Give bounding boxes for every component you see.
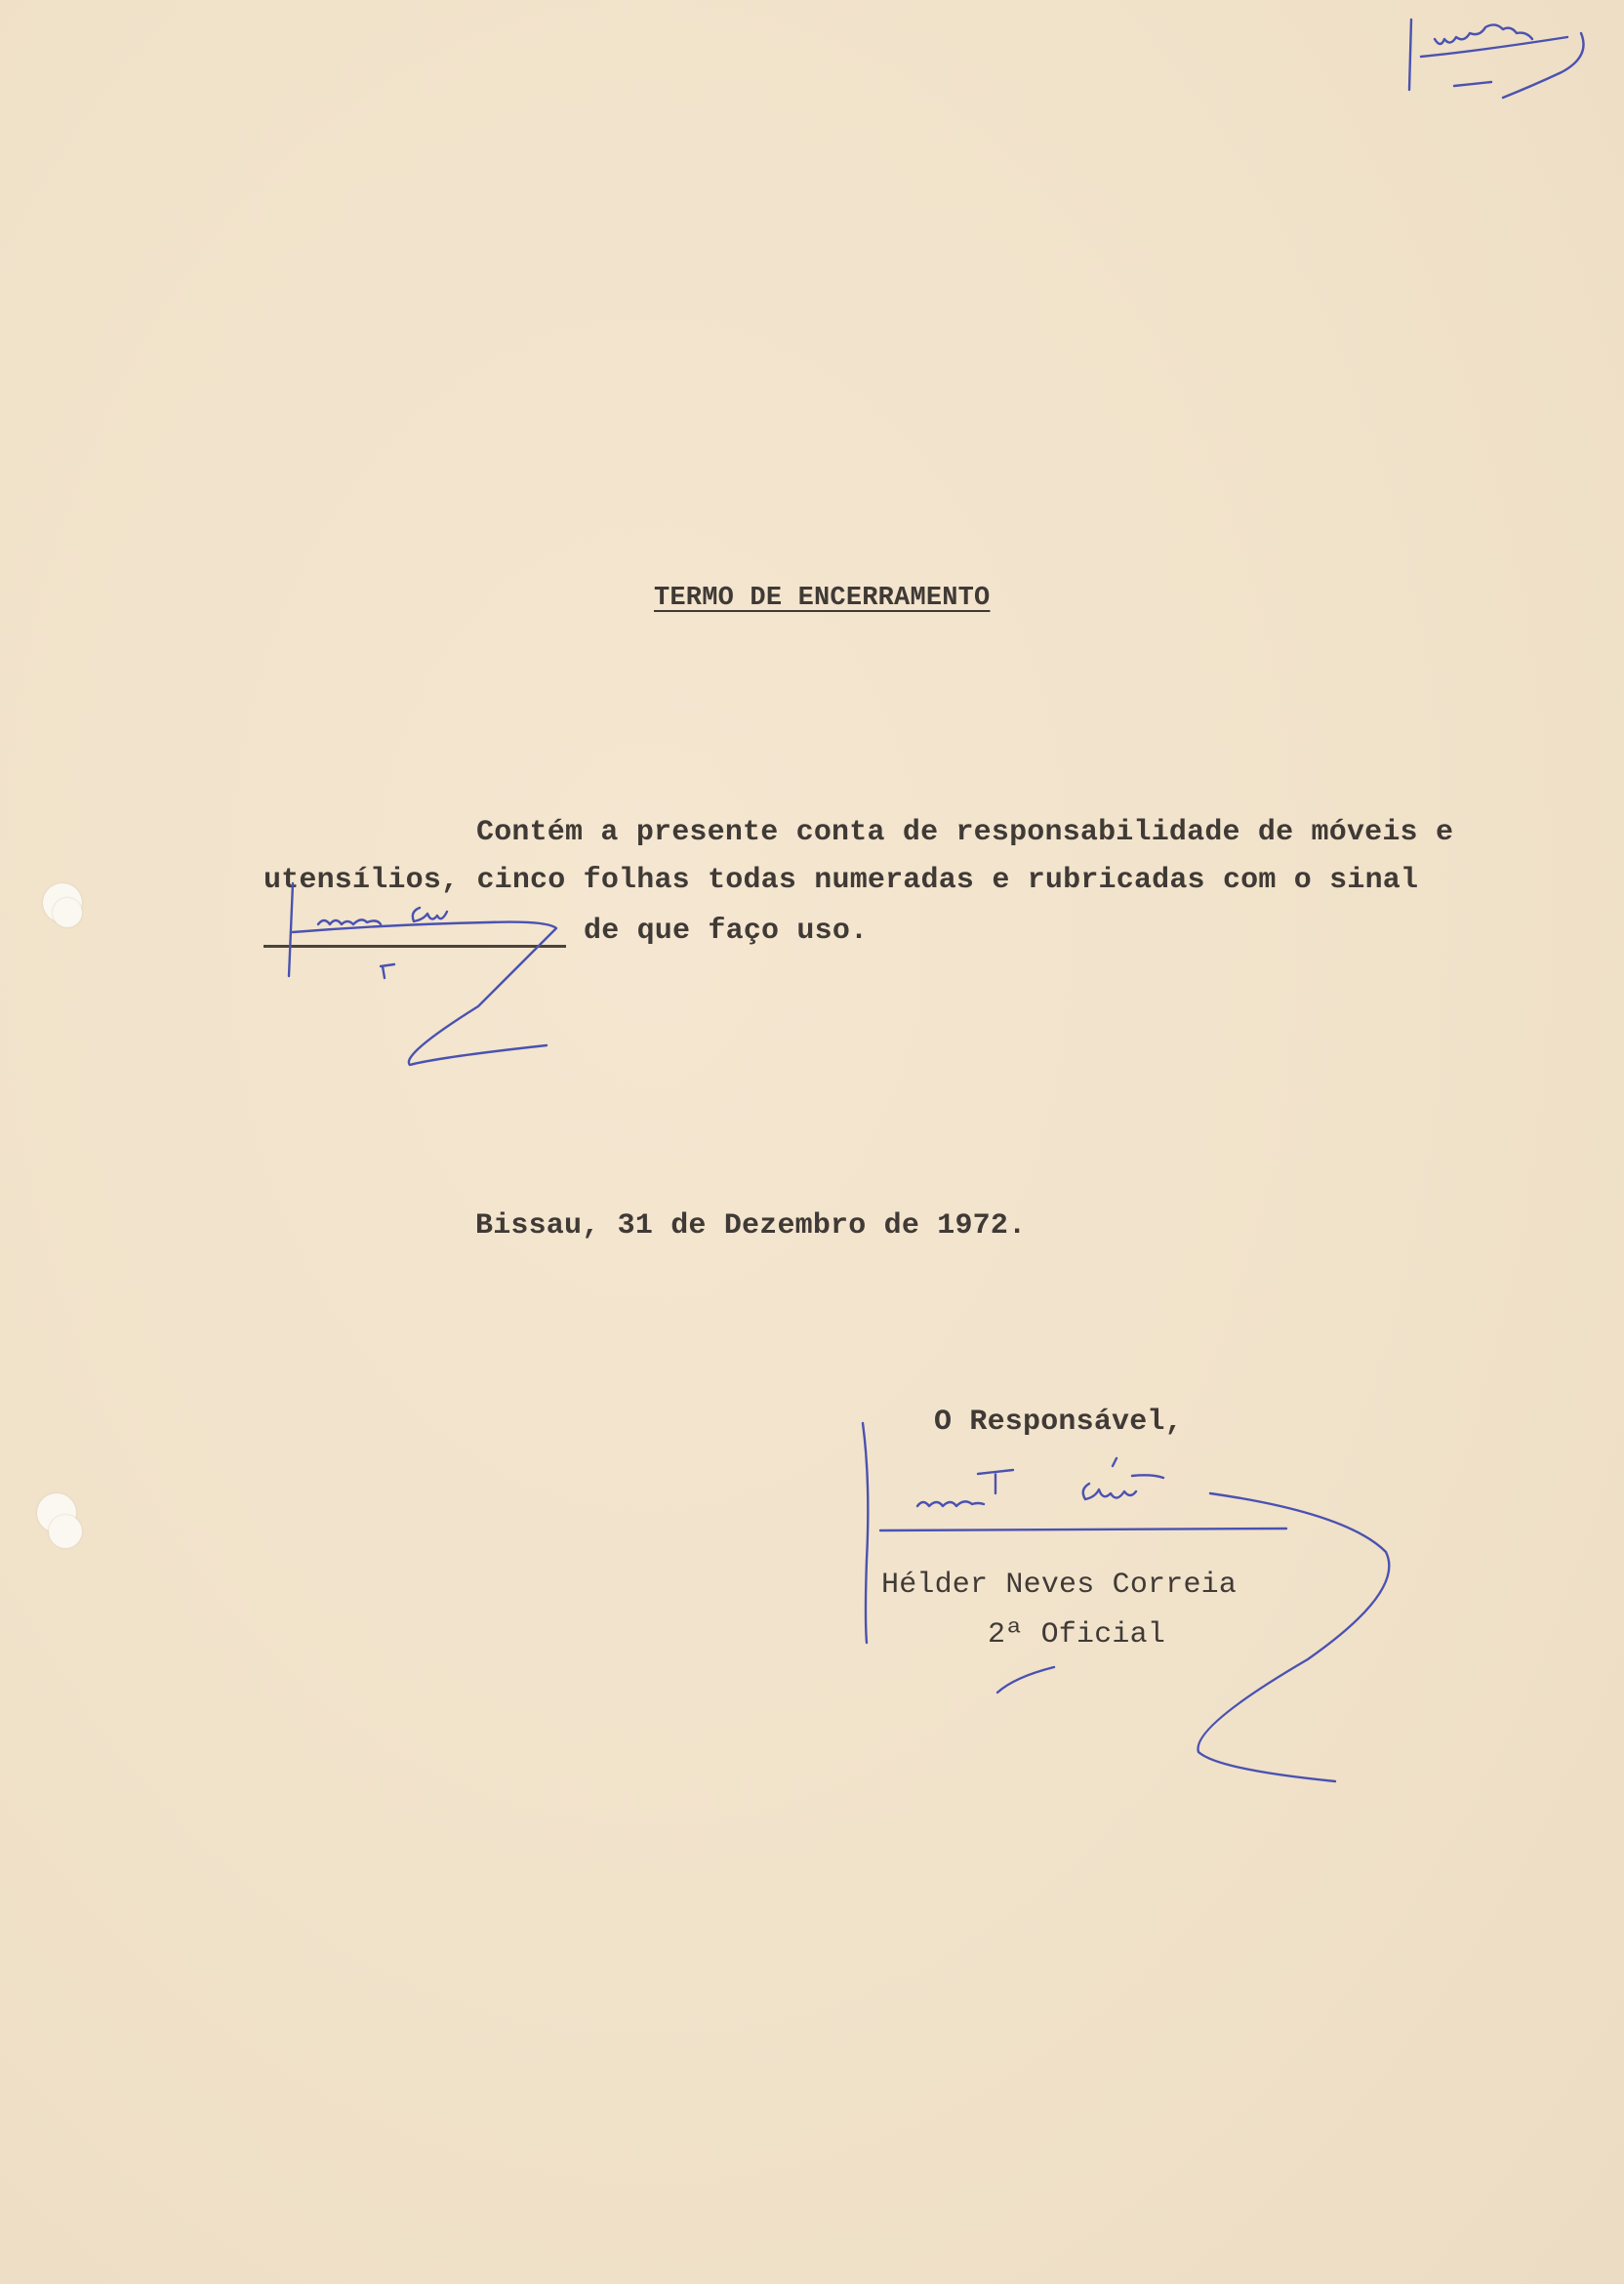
body-line-3: de que faço uso. <box>584 915 869 948</box>
signature-margin <box>289 883 556 1065</box>
signatory-role: 2ª Oficial <box>988 1618 1166 1652</box>
struck-word: cinco <box>476 864 566 897</box>
body-line-2-start: utensílios, <box>264 864 477 897</box>
document-title: TERMO DE ENCERRAMENTO <box>654 584 991 613</box>
closing: O Responsável, <box>934 1406 1183 1439</box>
signature-main <box>863 1423 1389 1781</box>
body-line-1: Contém a presente conta de responsabilidade de móveis e <box>476 816 1454 849</box>
signatory-name: Hélder Neves Correia <box>881 1569 1238 1602</box>
body-line-2-end: folhas todas numeradas e rubricadas com o sinal <box>565 864 1419 897</box>
place-date: Bissau, 31 de Dezembro de 1972. <box>475 1209 1027 1243</box>
signature-top-right <box>1409 20 1584 98</box>
